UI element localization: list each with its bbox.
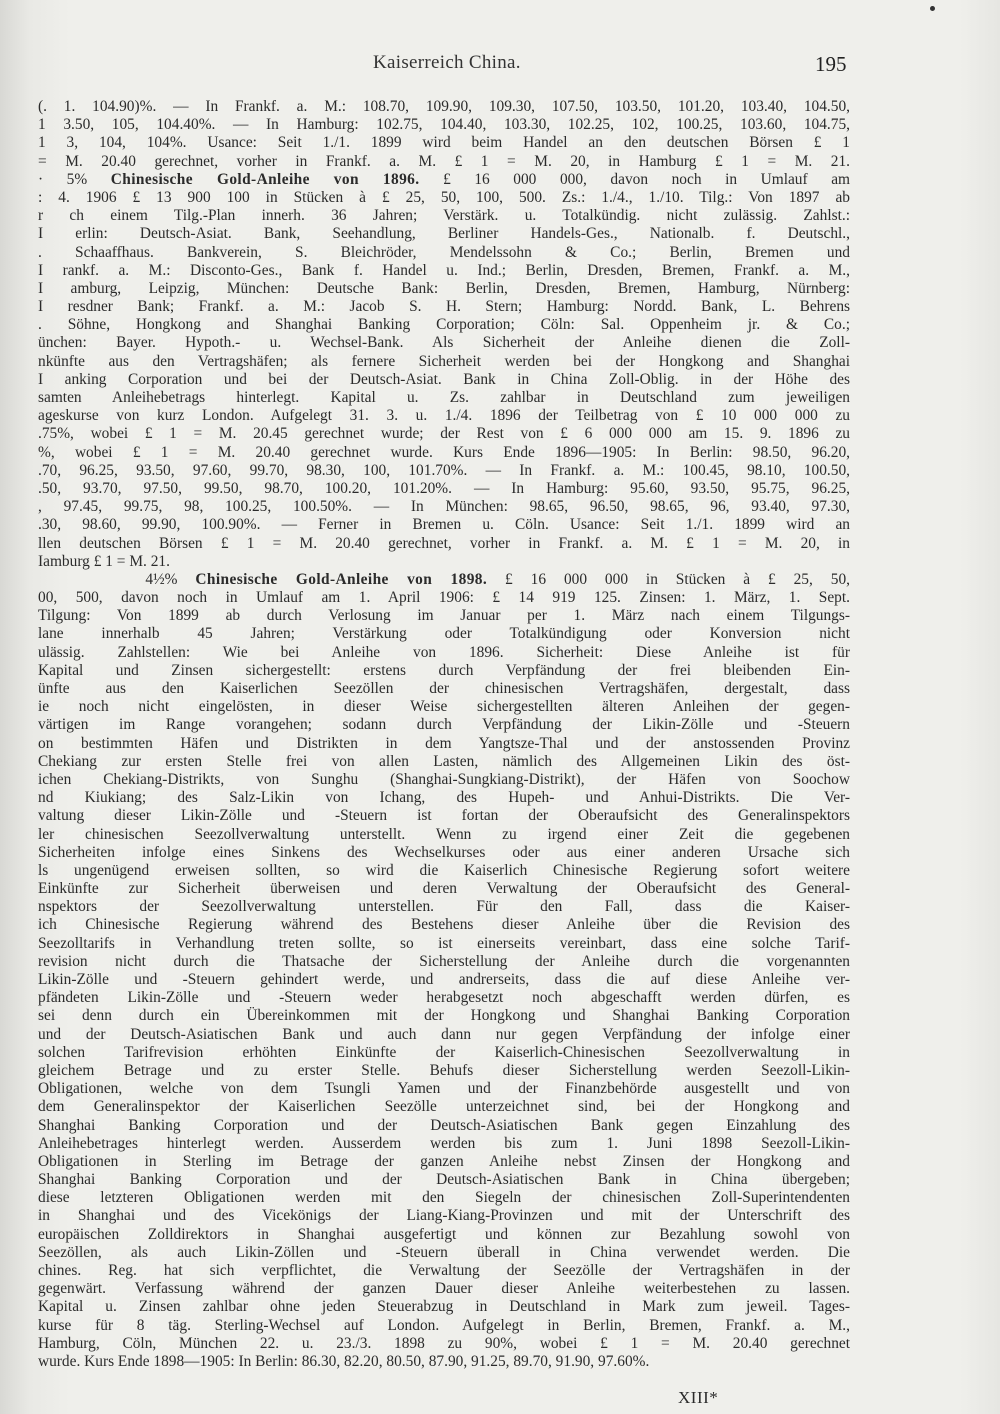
text-line <box>38 1207 850 1225</box>
line-text: on bestimmten Häfen und Distrikten in dem Yangtsze-Thal und der anstossenden Provinz <box>38 734 850 752</box>
text-line <box>38 1262 850 1280</box>
line-text: .70, 96.25, 93.50, 97.60, 99.70, 98.30, 100, 101.70%. — In Frankf. a. M.: 100.45, 98.10, 100.50, <box>38 461 850 479</box>
line-text: nspektors der Seezollverwaltung unterstellen. Für den Fall, dass die Kaiser- <box>38 898 850 916</box>
line-text: dem Generalinspektor der Kaiserlichen Seezölle unterzeichnet sind, bei der Hongkong and <box>38 1098 850 1116</box>
text-line <box>38 1135 850 1153</box>
text-line <box>38 516 850 534</box>
line-text: ünfte aus den Kaiserlichen Seezöllen der chinesischen Vertragshäfen, dergestalt, dass <box>38 680 850 697</box>
line-text: ls ungenügend erweisen sollten, so wird die Kaiserlich Chinesische Regierung sofort weitere <box>38 861 850 879</box>
text-line <box>38 244 850 262</box>
text-line <box>38 225 850 243</box>
page-header <box>0 52 1000 82</box>
line-text: lane innerhalb 45 Jahren; Verstärkung oder Totalkündigung oder Konversion nicht <box>38 625 850 643</box>
line-text: Einkünfte zur Sicherheit überweisen und deren Verwaltung der Oberaufsicht des General- <box>38 880 850 898</box>
line-lead: 4½% <box>38 570 196 588</box>
line-text: r ch einem Tilg.-Plan innerh. 36 Jahren; Verstärk. u. Totalkündig. nicht zulässig. Zahlst.: <box>38 207 850 225</box>
line-text: llen deutschen Börsen £ 1 = M. 20.40 gerechnet, vorher in Frankf. a. M. £ 1 = M. 20, in <box>38 534 850 552</box>
line-text: Tilgung: Von 1899 ab durch Verlosung im Januar per 1. März nach einem Tilgungs- <box>38 607 850 625</box>
line-text: sei denn durch ein Übereinkommen mit der Hongkong und Shanghai Banking Corporation <box>38 1007 850 1025</box>
text-line <box>38 807 850 825</box>
text-line <box>38 353 850 371</box>
text-line <box>38 334 850 352</box>
line-text: diese letzteren Obligationen werden mit den Siegeln der chinesischen Zoll-Superintendenten <box>38 1189 850 1207</box>
line-text: chines. Reg. hat sich verpflichtet, die Verwaltung der Seezölle der Vertragshäfen in der <box>38 1262 850 1279</box>
text-line <box>38 916 850 934</box>
text-line <box>38 498 850 516</box>
text-line <box>38 1044 850 1062</box>
line-text: gleichem Betrage und zu erster Stelle. Behufs dieser Sicherstellung werden Seezoll-Likin- <box>38 1061 850 1079</box>
text-line <box>38 662 850 680</box>
line-text: nd Kiukiang; des Salz-Likin von Ichang, des Hupeh- und Anhui-Distrikts. Die Ver- <box>38 789 850 807</box>
text-line <box>38 1280 850 1298</box>
line-text: , 97.45, 99.75, 98, 100.25, 100.50%. — In München: 98.65, 96.50, 98.65, 96, 93.40, 97.30, <box>38 498 850 516</box>
text-line <box>38 680 850 698</box>
line-text: valtung dieser Likin-Zölle und -Steuern ist fortan der Oberaufsicht des Generalinspektors <box>38 807 850 825</box>
text-line <box>38 1353 850 1371</box>
text-line <box>38 1317 850 1335</box>
line-text: Likin-Zölle und -Steuern gehindert werde, und andrerseits, dass die auf diese Anleihe ver- <box>38 971 850 988</box>
text-line <box>38 989 850 1007</box>
text-line <box>38 171 850 189</box>
text-line <box>38 189 850 207</box>
text-line <box>38 280 850 298</box>
text-line <box>38 862 850 880</box>
line-text: Iamburg £ 1 = M. 21. <box>38 552 170 570</box>
line-text: nkünfte aus den Vertragshäfen; als fernere Sicherheit werden bei der Hongkong and Shanghai <box>38 352 850 370</box>
text-line <box>38 880 850 898</box>
text-line <box>38 753 850 771</box>
line-text: Chekiang zur ersten Stelle frei von allen Lasten, nämlich des Allgemeinen Likin des öst- <box>38 752 850 770</box>
line-text: I rankf. a. M.: Disconto-Ges., Bank f. Handel u. Ind.; Berlin, Dresden, Bremen, Frankf. a. M., <box>38 261 850 279</box>
line-text: samten Anleihebetrags hinterlegt. Kapital u. Zs. zahlbar in Deutschland zum jeweiligen <box>38 389 850 406</box>
line-text: värtigen im Range vorangehen; sodann durch Verpfändung der Likin-Zölle und -Steuern <box>38 716 850 734</box>
text-line <box>38 407 850 425</box>
text-line <box>38 789 850 807</box>
text-line <box>38 153 850 171</box>
text-line <box>38 644 850 662</box>
text-line <box>38 1153 850 1171</box>
section-heading: Chinesische Gold-Anleihe von 1898. <box>195 570 488 588</box>
text-line <box>38 316 850 334</box>
text-line <box>38 1298 850 1316</box>
line-text: Anleihebetrages hinterlegt werden. Ausserdem werden bis zum 1. Juni 1898 Seezoll-Likin- <box>38 1134 850 1152</box>
text-line <box>38 1026 850 1044</box>
text-line <box>38 953 850 971</box>
text-line <box>38 1226 850 1244</box>
text-line <box>38 589 850 607</box>
page-number: 195 <box>815 52 847 76</box>
line-text: europäischen Zolldirektors in Shanghai ausgefertigt und können zur Bezahlung sowohl von <box>38 1225 850 1243</box>
text-line <box>38 425 850 443</box>
line-text: wurde. Kurs Ende 1898—1905: In Berlin: 86.30, 82.20, 80.50, 87.90, 91.25, 89.70, 91.90, 97.60%. <box>38 1352 650 1370</box>
text-line <box>38 716 850 734</box>
line-text: .50, 93.70, 97.50, 99.50, 98.70, 100.20, 101.20%. — In Hamburg: 95.60, 93.50, 95.75, 96.25, <box>38 479 850 497</box>
line-text: ich Chinesische Regierung während des Bestehens dieser Anleihe über die Revision des <box>38 916 850 934</box>
text-line <box>38 207 850 225</box>
text-line <box>38 1080 850 1098</box>
line-text: ünchen: Bayer. Hypoth.- u. Wechsel-Bank. Als Sicherheit der Anleihe dienen die Zoll- <box>38 334 850 352</box>
line-text: . Söhne, Hongkong and Shanghai Banking Corporation; Cöln: Sal. Oppenheim jr. & Co.; <box>38 316 850 334</box>
line-text: 00, 500, davon noch in Umlauf am 1. April 1906: £ 14 919 125. Zinsen: 1. März, 1. Sept. <box>38 589 850 607</box>
line-text: pfändeten Likin-Zölle und -Steuern weder herabgesetzt noch abgeschafft werden dürfen, es <box>38 989 850 1007</box>
text-line <box>38 1117 850 1135</box>
line-text: Kapital u. Zinsen zahlbar ohne jeden Steuerabzug in Deutschland in Mark zum jeweil. Tages- <box>38 1298 850 1316</box>
print-speck <box>930 6 935 11</box>
text-line <box>38 898 850 916</box>
text-line <box>38 134 850 152</box>
text-line <box>38 971 850 989</box>
line-text: und der Deutsch-Asiatischen Bank und auch dann nur gegen Verpfändung der infolge einer <box>38 1025 850 1043</box>
text-line <box>38 444 850 462</box>
line-text: gegenwärt. Verfassung während der ganzen Dauer dieser Anleihe weiterbestehen zu lassen. <box>38 1280 850 1298</box>
line-text: I resdner Bank; Frankf. a. M.: Jacob S. H. Stern; Hamburg: Nordd. Bank, L. Behrens <box>38 298 850 316</box>
line-text: I anking Corporation und bei der Deutsch-Asiat. Bank in China Zoll-Oblig. in der Höhe des <box>38 370 850 388</box>
line-text: (. 1. 104.90)%. — In Frankf. a. M.: 108.70, 109.90, 109.30, 107.50, 103.50, 101.20, 103.40, 104.50, <box>38 98 850 115</box>
running-title: Kaiserreich China. <box>373 52 521 73</box>
text-line <box>38 1062 850 1080</box>
line-text: Shanghai Banking Corporation und der Deutsch-Asiatischen Bank in China übergeben; <box>38 1171 850 1189</box>
line-text: solchen Tarifrevision erhöhten Einkünfte der Kaiserlich-Chinesischen Seezollverwaltung in <box>38 1043 850 1061</box>
text-line <box>38 625 850 643</box>
line-text: Obligationen in Sterling im Betrage der ganzen Anleihe nebst Zinsen der Hongkong and <box>38 1152 850 1170</box>
line-text: Hamburg, Cöln, München 22. u. 23./3. 1898 zu 90%, wobei £ 1 = M. 20.40 gerechnet <box>38 1334 850 1352</box>
text-line <box>38 389 850 407</box>
line-text: : 4. 1906 £ 13 900 100 in Stücken à £ 25, 50, 100, 500. Zs.: 1./4., 1./10. Tilg.: Von 1897 ab <box>38 188 850 206</box>
text-line <box>38 553 850 571</box>
line-text: ageskurse von kurz London. Aufgelegt 31. 3. u. 1./4. 1896 der Teilbetrag von £ 10 000 000 zu <box>38 407 850 425</box>
line-text: revision nicht durch die Thatsache der Sicherstellung der Anleihe durch die vorgenannten <box>38 952 850 970</box>
text-line <box>38 98 850 116</box>
text-line <box>38 844 850 862</box>
text-line <box>38 1335 850 1353</box>
text-line <box>38 935 850 953</box>
line-lead: · 5% <box>38 170 111 188</box>
line-text: .30, 98.60, 99.90, 100.90%. — Ferner in Bremen u. Cöln. Usance: Seit 1./1. 1899 wird an <box>38 516 850 534</box>
line-text: Seezöllen, als auch Likin-Zöllen und -Steuern überall in China verwendet werden. Die <box>38 1243 850 1261</box>
text-line <box>38 571 850 589</box>
text-line <box>38 1171 850 1189</box>
line-text: Seezolltarifs in Verhandlung treten sollte, so ist einerseits vereinbart, dass eine solche Tarif- <box>38 934 850 952</box>
text-line <box>38 535 850 553</box>
line-text: Obligationen, welche von dem Tsungli Yamen und der Finanzbehörde ausgestellt und von <box>38 1080 850 1098</box>
text-line <box>38 116 850 134</box>
text-line <box>38 698 850 716</box>
section-heading: Chinesische Gold-Anleihe von 1896. <box>110 170 420 188</box>
line-text: ie noch nicht eingelösten, in dieser Weise sichergestellten älteren Anleihen der gegen- <box>38 698 850 716</box>
text-line <box>38 607 850 625</box>
text-line <box>38 1098 850 1116</box>
text-line <box>38 462 850 480</box>
line-text: in Shanghai und des Vicekönigs der Liang-Kiang-Provinzen und mit der Unterschrift des <box>38 1207 850 1225</box>
text-line <box>38 1189 850 1207</box>
text-line <box>38 1007 850 1025</box>
line-text: 1 3, 104, 104%. Usance: Seit 1./1. 1899 wird beim Handel an den deutschen Börsen £ 1 <box>38 134 850 152</box>
text-line <box>38 826 850 844</box>
line-text: Kapital und Zinsen sichergestellt: erstens durch Verpfändung der frei bleibenden Ein- <box>38 661 850 679</box>
text-line <box>38 771 850 789</box>
text-line <box>38 262 850 280</box>
line-text: .75%, wobei £ 1 = M. 20.45 gerechnet wurde; der Rest von £ 6 000 000 am 15. 9. 1896 zu <box>38 425 850 443</box>
text-line <box>38 298 850 316</box>
signature-mark: XIII* <box>678 1388 719 1407</box>
line-text: £ 16 000 000 in Stücken à £ 25, 50, <box>487 570 850 588</box>
text-line <box>38 371 850 389</box>
text-line <box>38 480 850 498</box>
line-text: = M. 20.40 gerechnet, vorher in Frankf. a. M. £ 1 = M. 20, in Hamburg £ 1 = M. 21. <box>38 152 850 170</box>
line-text: kurse für 8 täg. Sterling-Wechsel auf London. Aufgelegt in Berlin, Bremen, Frankf. a. M., <box>38 1316 850 1334</box>
line-text: I erlin: Deutsch-Asiat. Bank, Seehandlung, Berliner Handels-Ges., Nationalb. f. Deutschl., <box>38 225 850 243</box>
line-text: %, wobei £ 1 = M. 20.40 gerechnet wurde. Kurs Ende 1896—1905: In Berlin: 98.50, 96.20, <box>38 443 850 461</box>
line-text: I amburg, Leipzig, München: Deutsche Bank: Berlin, Dresden, Bremen, Hamburg, Nürnberg: <box>38 279 850 297</box>
line-text: ichen Chekiang-Distrikts, von Sunghu (Shanghai-Sungkiang-Distrikt), der Häfen von Soochow <box>38 770 850 788</box>
body-text <box>38 98 850 1371</box>
line-text: 1 3.50, 105, 104.40%. — In Hamburg: 102.75, 104.40, 103.30, 102.25, 102, 100.25, 103.60, 104.75, <box>38 116 850 134</box>
line-text: Shanghai Banking Corporation und der Deutsch-Asiatischen Bank gegen Einzahlung des <box>38 1116 850 1134</box>
line-text: ulässig. Zahlstellen: Wie bei Anleihe von 1896. Sicherheit: Diese Anleihe ist für <box>38 643 850 661</box>
text-line <box>38 1244 850 1262</box>
line-text: ler chinesischen Seezollverwaltung unterstellt. Wenn zu irgend einer Zeit die gegebenen <box>38 825 850 843</box>
text-line <box>38 735 850 753</box>
line-text: Sicherheiten infolge eines Sinkens des Wechselkurses oder aus einer anderen Ursache sich <box>38 843 850 861</box>
line-text: . Schaaffhaus. Bankverein, S. Bleichröder, Mendelssohn & Co.; Berlin, Bremen und <box>38 243 850 261</box>
line-text: £ 16 000 000, davon noch in Umlauf am <box>419 170 850 188</box>
